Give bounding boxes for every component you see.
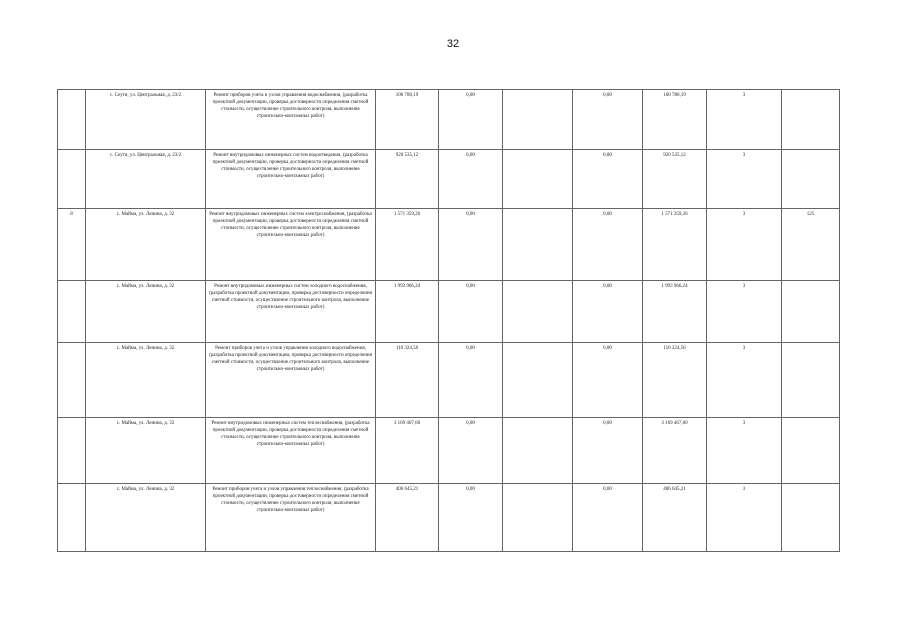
amount-cell: 920 535,12 [643, 150, 707, 209]
count-cell: 3 [707, 343, 782, 418]
amount-cell: 0,00 [573, 90, 643, 150]
row-number-cell [58, 484, 86, 552]
amount-cell: 0,00 [439, 209, 503, 281]
address-cell: с. Сеути, ул. Центральная, д. 23/2 [86, 150, 206, 209]
works-table [57, 89, 840, 552]
total-cost-cell: 1 993 966,24 [376, 281, 439, 343]
table-row [58, 418, 840, 484]
amount-cell: 110 324,56 [643, 343, 707, 418]
amount-cell [503, 484, 573, 552]
extra-cell [782, 343, 840, 418]
work-description-cell: Ремонт внутридомовых инженерных систем теплоснабжения, (разработка проектной документации, проверка достоверности определения сметной стоимости, осуществление строительного контроля, выполнение строительно-монтажных работ) [206, 418, 376, 484]
amount-cell: 0,00 [573, 209, 643, 281]
address-cell: с. Майма, ул. Ленина, д. 32 [86, 209, 206, 281]
amount-cell: 1 993 966,24 [643, 281, 707, 343]
amount-cell [503, 418, 573, 484]
amount-cell: 0,00 [439, 281, 503, 343]
extra-cell [782, 484, 840, 552]
amount-cell: 0,00 [439, 418, 503, 484]
address-cell: с. Майма, ул. Ленина, д. 32 [86, 343, 206, 418]
row-number-cell [58, 281, 86, 343]
table-row [58, 484, 840, 552]
extra-cell: 125 [782, 209, 840, 281]
amount-cell: 0,00 [573, 484, 643, 552]
table-row [58, 150, 840, 209]
extra-cell [782, 90, 840, 150]
work-description-cell: Ремонт внутридомовых инженерных систем электроснабжения, (разработка проектной документации, проверка достоверности определения сметной стоимости, осуществление строительного контроля, выполнение строительно-монтажных работ) [206, 209, 376, 281]
amount-cell: 406 645,21 [643, 484, 707, 552]
row-number-cell [58, 150, 86, 209]
count-cell: 3 [707, 281, 782, 343]
work-description-cell: Ремонт внутридомовых инженерных систем холодного водоснабжения, (разработка проектной документации, проверка достоверности определения сметной стоимости, осуществление строительного контроля, выполнение строительно-монтажных работ) [206, 281, 376, 343]
amount-cell: 0,00 [573, 281, 643, 343]
table-row [58, 90, 840, 150]
amount-cell: 1 571 359,26 [643, 209, 707, 281]
page-number: 32 [446, 38, 460, 50]
row-number-cell [58, 418, 86, 484]
total-cost-cell: 100 780,19 [376, 90, 439, 150]
count-cell: 3 [707, 418, 782, 484]
amount-cell [503, 209, 573, 281]
total-cost-cell: 3 169 467,60 [376, 418, 439, 484]
total-cost-cell: 110 324,56 [376, 343, 439, 418]
address-cell: с. Сеути, ул. Центральная, д. 23/2 [86, 90, 206, 150]
amount-cell: 100 780,19 [643, 90, 707, 150]
amount-cell [503, 343, 573, 418]
work-description-cell: Ремонт приборов учета и узлов управления водоснабжения, (разработка проектной документации, проверка достоверности определения сметной стоимости, осуществление строительного контроля, выполнение строительно-монтажных работ) [206, 90, 376, 150]
total-cost-cell: 406 645,21 [376, 484, 439, 552]
table-row [58, 209, 840, 281]
address-cell: с. Майма, ул. Ленина, д. 32 [86, 418, 206, 484]
count-cell: 3 [707, 90, 782, 150]
amount-cell: 0,00 [439, 343, 503, 418]
amount-cell: 0,00 [439, 150, 503, 209]
amount-cell: 0,00 [439, 90, 503, 150]
amount-cell: 0,00 [439, 484, 503, 552]
amount-cell: 0,00 [573, 343, 643, 418]
amount-cell [503, 281, 573, 343]
row-number-cell [58, 343, 86, 418]
row-number-cell [58, 90, 86, 150]
amount-cell: 3 169 467,60 [643, 418, 707, 484]
amount-cell [503, 150, 573, 209]
extra-cell [782, 281, 840, 343]
address-cell: с. Майма, ул. Ленина, д. 32 [86, 484, 206, 552]
total-cost-cell: 920 535,12 [376, 150, 439, 209]
total-cost-cell: 1 571 359,26 [376, 209, 439, 281]
amount-cell [503, 90, 573, 150]
count-cell: 3 [707, 150, 782, 209]
table-row [58, 281, 840, 343]
address-cell: с. Майма, ул. Ленина, д. 32 [86, 281, 206, 343]
work-description-cell: Ремонт внутридомовых инженерных систем водоотведения, (разработка проектной документации, проверка достоверности определения сметной стоимости, осуществление строительного контроля, выполнение строительно-монтажных работ) [206, 150, 376, 209]
row-number-cell: 8 [58, 209, 86, 281]
extra-cell [782, 150, 840, 209]
count-cell: 3 [707, 209, 782, 281]
amount-cell: 0,00 [573, 150, 643, 209]
work-description-cell: Ремонт приборов учета и узлов управления теплоснабжения, (разработка проектной документации, проверка достоверности определения сметной стоимости, осуществление строительного контроля, выполнение строительно-монтажных работ) [206, 484, 376, 552]
count-cell: 3 [707, 484, 782, 552]
extra-cell [782, 418, 840, 484]
amount-cell: 0,00 [573, 418, 643, 484]
table-row [58, 343, 840, 418]
work-description-cell: Ремонт приборов учета и узлов управления холодного водоснабжения, (разработка проектной документации, проверка достоверности определения сметной стоимости, осуществление строительного контроля, выполнение строительно-монтажных работ) [206, 343, 376, 418]
